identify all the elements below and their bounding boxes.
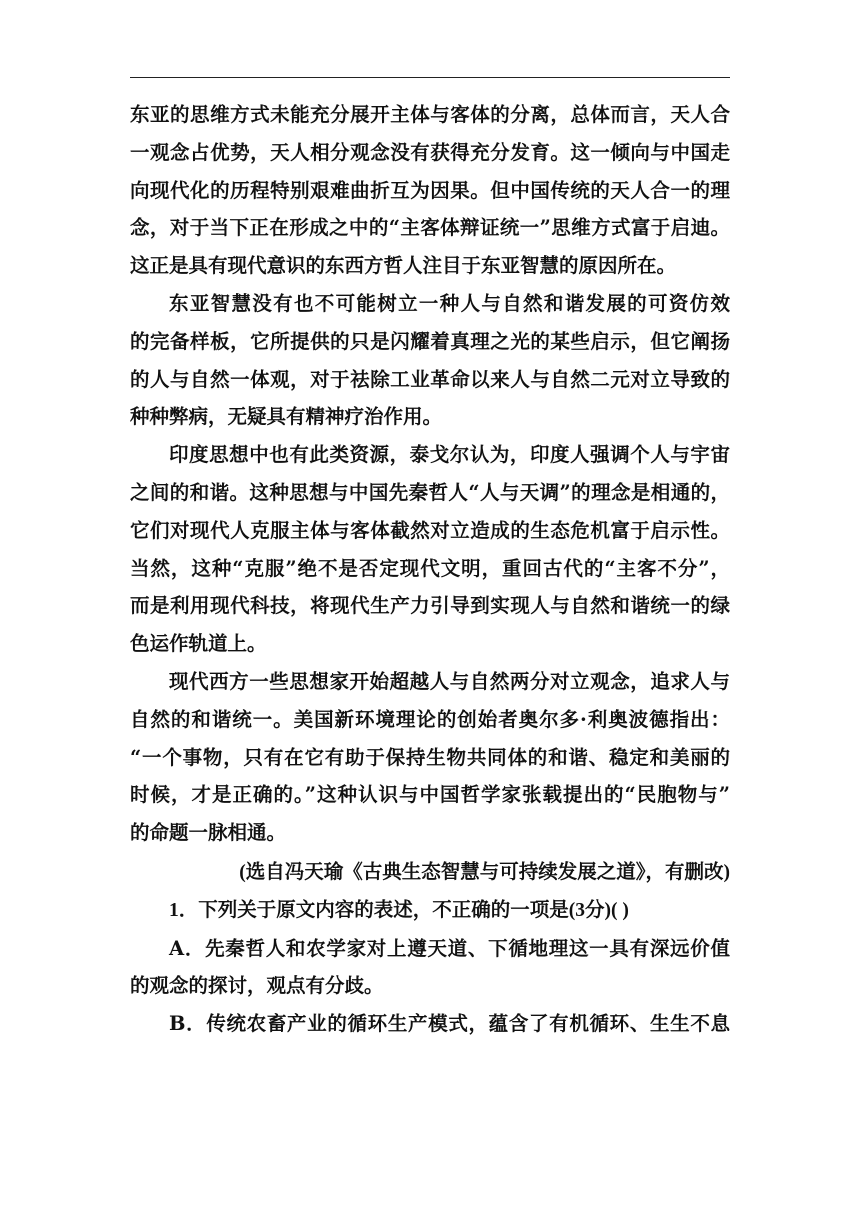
text-line: 东亚智慧没有也不可能树立一种人与自然和谐发展的可资仿效 <box>169 291 730 315</box>
option-a[interactable] <box>130 930 730 1006</box>
text-line: 现代西方一些思想家开始超越人与自然两分对立观念，追求人与 <box>169 669 730 693</box>
option-text-line: 的观念的探讨，观点有分歧。 <box>130 974 384 998</box>
question-stem: 1．下列关于原文内容的表述，不正确的一项是(3分)( ) <box>169 899 629 921</box>
text-line: 当然，这种“克服”绝不是否定现代文明，重回古代的“主客不分”， <box>130 556 730 580</box>
text-line: 念，对于当下正在形成之中的“主客体辩证统一”思维方式富于启迪。 <box>130 216 730 240</box>
question-1 <box>130 892 730 1043</box>
text-line: 种种弊病，无疑具有精神疗治作用。 <box>130 405 443 429</box>
text-line: 自然的和谐统一。美国新环境理论的创始者奥尔多·利奥波德指出： <box>130 707 730 731</box>
option-text-line: B．传统农畜产业的循环生产模式，蕴含了有机循环、生生不息 <box>169 1012 730 1036</box>
text-line: 东亚的思维方式未能充分展开主体与客体的分离，总体而言，天人合 <box>130 103 730 126</box>
document-page <box>130 96 730 1043</box>
text-line: 时候，才是正确的。”这种认识与中国哲学家张载提出的“民胞物与” <box>130 783 730 807</box>
text-line: 之间的和谐。这种思想与中国先秦哲人“人与天调”的理念是相通的， <box>130 480 730 504</box>
text-line: 它们对现代人克服主体与客体截然对立造成的生态危机富于启示性。 <box>130 518 730 542</box>
text-line: 而是利用现代科技，将现代生产力引导到实现人与自然和谐统一的绿 <box>130 594 730 618</box>
top-rule <box>130 77 730 78</box>
paragraph-1 <box>130 96 730 285</box>
text-line: 向现代化的历程特别艰难曲折互为因果。但中国传统的天人合一的理 <box>130 178 730 202</box>
text-line: “一个事物，只有在它有助于保持生物共同体的和谐、稳定和美丽的 <box>130 745 730 769</box>
text-line: 一观念占优势，天人相分观念没有获得充分发育。这一倾向与中国走 <box>130 140 730 164</box>
source-citation: (选自冯天瑜《古典生态智慧与可持续发展之道》，有删改) <box>239 861 730 883</box>
text-line: 的人与自然一体观，对于祛除工业革命以来人与自然二元对立导致的 <box>130 367 730 391</box>
text-line: 印度思想中也有此类资源，泰戈尔认为，印度人强调个人与宇宙 <box>169 443 730 467</box>
option-text-line: A．先秦哲人和农学家对上遵天道、下循地理这一具有深远价值 <box>169 936 730 960</box>
text-line: 色运作轨道上。 <box>130 632 267 656</box>
text-line: 的命题一脉相通。 <box>130 821 287 845</box>
paragraph-2 <box>130 285 730 436</box>
text-line: 的完备样板，它所提供的只是闪耀着真理之光的某些启示，但它阐扬 <box>130 329 730 353</box>
text-line: 这正是具有现代意识的东西方哲人注目于东亚智慧的原因所在。 <box>130 254 677 278</box>
paragraph-3 <box>130 436 730 663</box>
option-b[interactable] <box>130 1005 730 1043</box>
paragraph-4 <box>130 663 730 852</box>
